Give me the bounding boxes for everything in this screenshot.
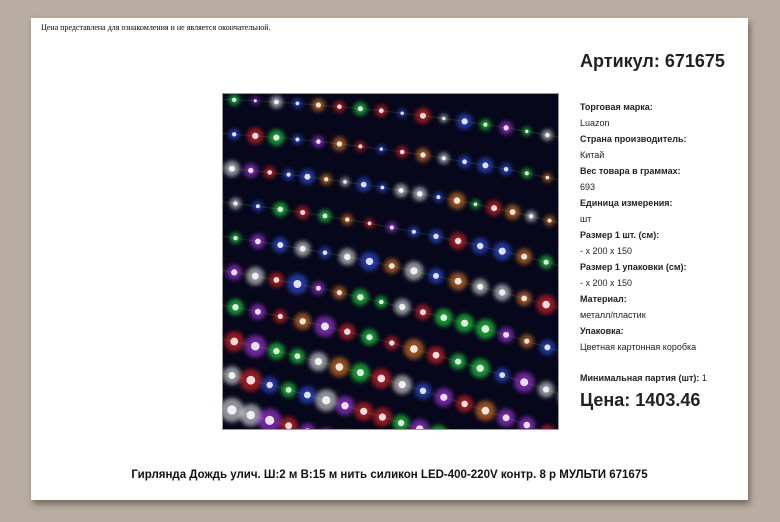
spec-value-material: металл/пластик	[580, 310, 646, 320]
led-bulb	[344, 254, 351, 261]
led-bulb	[228, 372, 235, 379]
article-label: Артикул:	[580, 51, 660, 71]
led-bulb	[316, 102, 321, 107]
led-bulb	[336, 363, 344, 371]
led-bulb	[366, 258, 373, 265]
led-bulb	[232, 304, 238, 310]
led-bulb	[521, 254, 527, 260]
led-bulb	[277, 242, 283, 248]
led-bulb	[462, 159, 467, 164]
led-bulb	[274, 277, 280, 283]
led-bulb	[251, 342, 260, 351]
led-bulb	[247, 411, 256, 420]
led-bulb	[267, 382, 273, 388]
led-bulb	[295, 138, 299, 142]
led-bulb	[341, 402, 348, 409]
price	[580, 390, 700, 411]
led-bulb	[361, 182, 367, 188]
led-bulb	[252, 133, 258, 139]
spec-label-package-size: Размер 1 упаковки (см):	[580, 262, 687, 272]
price-disclaimer: Цена представлена для ознакомления и не является окончательной.	[41, 23, 271, 32]
led-bulb	[230, 338, 238, 346]
led-bulb	[304, 174, 310, 180]
spec-value-item-size: - x 200 x 150	[580, 246, 633, 256]
led-bulb	[543, 386, 549, 392]
price-label: Цена:	[580, 390, 631, 410]
product-sheet	[31, 18, 748, 500]
led-bulb	[433, 273, 439, 279]
spec-label-brand: Торговая марка:	[580, 102, 653, 112]
led-bulb	[300, 210, 305, 215]
led-bulb	[477, 243, 483, 249]
led-bulb	[389, 340, 394, 345]
led-bulb	[252, 273, 259, 280]
led-bulb	[499, 289, 505, 295]
led-bulb	[433, 234, 438, 239]
spec-value-country: Китай	[580, 150, 605, 160]
led-bulb	[377, 375, 385, 383]
spec-value-brand: Luazon	[580, 118, 610, 128]
led-bulb	[273, 348, 279, 354]
product-title: Гирлянда Дождь улич. Ш:2 м В:15 м нить силикон LED-400-220V контр. 8 р МУЛЬТИ 671675	[131, 469, 648, 481]
led-bulb	[499, 372, 505, 378]
led-bulb	[322, 396, 330, 404]
led-bulb	[491, 205, 497, 211]
spec-label-packaging: Упаковка:	[580, 326, 624, 336]
led-bulb	[286, 387, 292, 393]
led-bulb	[368, 222, 372, 226]
led-bulb	[477, 284, 483, 290]
led-bulb	[510, 209, 516, 215]
led-bulb	[455, 359, 461, 365]
led-bulb	[231, 269, 237, 275]
led-bulb	[420, 152, 425, 157]
led-bulb	[255, 309, 261, 315]
led-bulb	[246, 376, 255, 385]
led-bulb	[399, 188, 404, 193]
led-bulb	[344, 329, 350, 335]
led-glow	[540, 425, 555, 429]
led-bulb	[420, 388, 426, 394]
min-batch	[580, 373, 707, 383]
spec-value-weight: 693	[580, 182, 596, 192]
led-bulb	[379, 108, 384, 113]
led-bulb	[455, 278, 462, 285]
led-bulb	[343, 180, 347, 184]
led-bulb	[360, 408, 367, 415]
led-bulb	[357, 369, 364, 376]
garland-image	[223, 94, 558, 429]
led-bulb	[410, 267, 417, 274]
led-bulb	[256, 204, 260, 208]
led-bulb	[417, 191, 423, 197]
led-bulb	[442, 117, 445, 120]
led-bulb	[381, 186, 385, 190]
led-bulb	[440, 394, 447, 401]
led-bulb	[345, 217, 349, 221]
led-bulb	[420, 113, 426, 119]
led-bulb	[357, 294, 363, 300]
led-bulb	[366, 334, 372, 340]
led-bulb	[482, 325, 490, 333]
led-glow	[317, 428, 336, 429]
led-bulb	[455, 238, 461, 244]
led-bulb	[544, 344, 550, 350]
led-bulb	[504, 125, 509, 130]
led-bulb	[410, 345, 418, 353]
led-bulb	[248, 168, 253, 173]
led-bulb	[324, 177, 328, 181]
led-bulb	[267, 170, 272, 175]
led-bulb	[293, 280, 301, 288]
led-bulb	[379, 300, 384, 305]
led-bulb	[420, 309, 426, 315]
led-bulb	[278, 207, 284, 213]
led-bulb	[316, 286, 321, 291]
led-bulb	[520, 378, 528, 386]
led-bulb	[323, 214, 328, 219]
led-bulb	[265, 416, 274, 425]
spec-label-item-size: Размер 1 шт. (см):	[580, 230, 660, 240]
led-bulb	[548, 219, 552, 223]
led-bulb	[462, 118, 468, 124]
led-bulb	[477, 365, 484, 372]
article-number	[580, 51, 725, 72]
price-value: 1403.46	[635, 390, 701, 410]
led-bulb	[503, 414, 510, 421]
led-bulb	[440, 314, 447, 321]
led-bulb	[389, 263, 395, 269]
led-bulb	[296, 102, 300, 106]
spec-label-weight: Вес товара в граммах:	[580, 166, 681, 176]
min-batch-value: 1	[701, 373, 707, 383]
led-bulb	[255, 239, 261, 245]
led-bulb	[454, 197, 461, 204]
led-bulb	[503, 332, 509, 338]
led-bulb	[546, 176, 550, 180]
led-bulb	[321, 322, 329, 330]
led-bulb	[521, 296, 527, 302]
led-bulb	[227, 405, 236, 414]
led-bulb	[524, 422, 531, 429]
led-bulb	[433, 352, 440, 359]
led-glow	[300, 424, 316, 430]
article-value: 671675	[664, 51, 725, 71]
led-bulb	[525, 130, 528, 133]
led-bulb	[401, 112, 404, 115]
led-bulb	[358, 144, 362, 148]
led-bulb	[412, 230, 416, 234]
led-bulb	[400, 150, 405, 155]
led-bulb	[390, 225, 394, 229]
led-bulb	[295, 353, 301, 359]
led-bulb	[474, 203, 478, 207]
spec-label-unit: Единица измерения:	[580, 198, 673, 208]
led-bulb	[399, 304, 405, 310]
spec-list	[580, 99, 745, 355]
led-bulb	[482, 162, 488, 168]
led-bulb	[461, 401, 468, 408]
spec-label-material: Материал:	[580, 294, 627, 304]
product-photo	[222, 93, 559, 430]
led-bulb	[316, 139, 321, 144]
led-bulb	[232, 132, 236, 136]
led-bulb	[483, 123, 487, 127]
led-bulb	[337, 290, 342, 295]
led-bulb	[315, 358, 322, 365]
led-bulb	[323, 250, 328, 255]
led-bulb	[337, 141, 342, 146]
min-batch-label: Минимальная партия (шт):	[580, 373, 700, 383]
led-bulb	[436, 195, 440, 199]
led-bulb	[499, 248, 506, 255]
spec-value-package-size: - x 200 x 150	[580, 278, 633, 288]
led-bulb	[442, 156, 446, 160]
led-bulb	[529, 214, 533, 218]
led-bulb	[229, 166, 235, 172]
led-bulb	[379, 414, 386, 421]
led-bulb	[542, 301, 550, 309]
led-bulb	[233, 236, 237, 240]
led-bulb	[398, 420, 404, 426]
led-bulb	[285, 422, 292, 429]
spec-label-country: Страна производитель:	[580, 134, 687, 144]
spec-value-unit: шт	[580, 214, 592, 224]
led-bulb	[273, 135, 279, 141]
led-bulb	[482, 407, 490, 415]
led-bulb	[232, 98, 236, 102]
led-glow	[429, 425, 449, 429]
led-bulb	[504, 167, 509, 172]
led-bulb	[545, 133, 549, 137]
led-bulb	[233, 201, 237, 205]
led-bulb	[380, 147, 383, 150]
led-bulb	[304, 392, 311, 399]
led-bulb	[399, 381, 406, 388]
spec-value-packaging: Цветная картонная коробка	[580, 342, 697, 352]
led-bulb	[278, 314, 283, 319]
led-bulb	[337, 104, 342, 109]
led-bulb	[300, 318, 306, 324]
led-bulb	[524, 339, 529, 344]
led-bulb	[300, 246, 306, 252]
led-bulb	[525, 171, 529, 175]
led-bulb	[254, 99, 257, 102]
led-bulb	[287, 173, 291, 177]
led-bulb	[544, 260, 549, 265]
led-bulb	[274, 100, 279, 105]
led-bulb	[358, 106, 363, 111]
led-bulb	[461, 320, 468, 327]
